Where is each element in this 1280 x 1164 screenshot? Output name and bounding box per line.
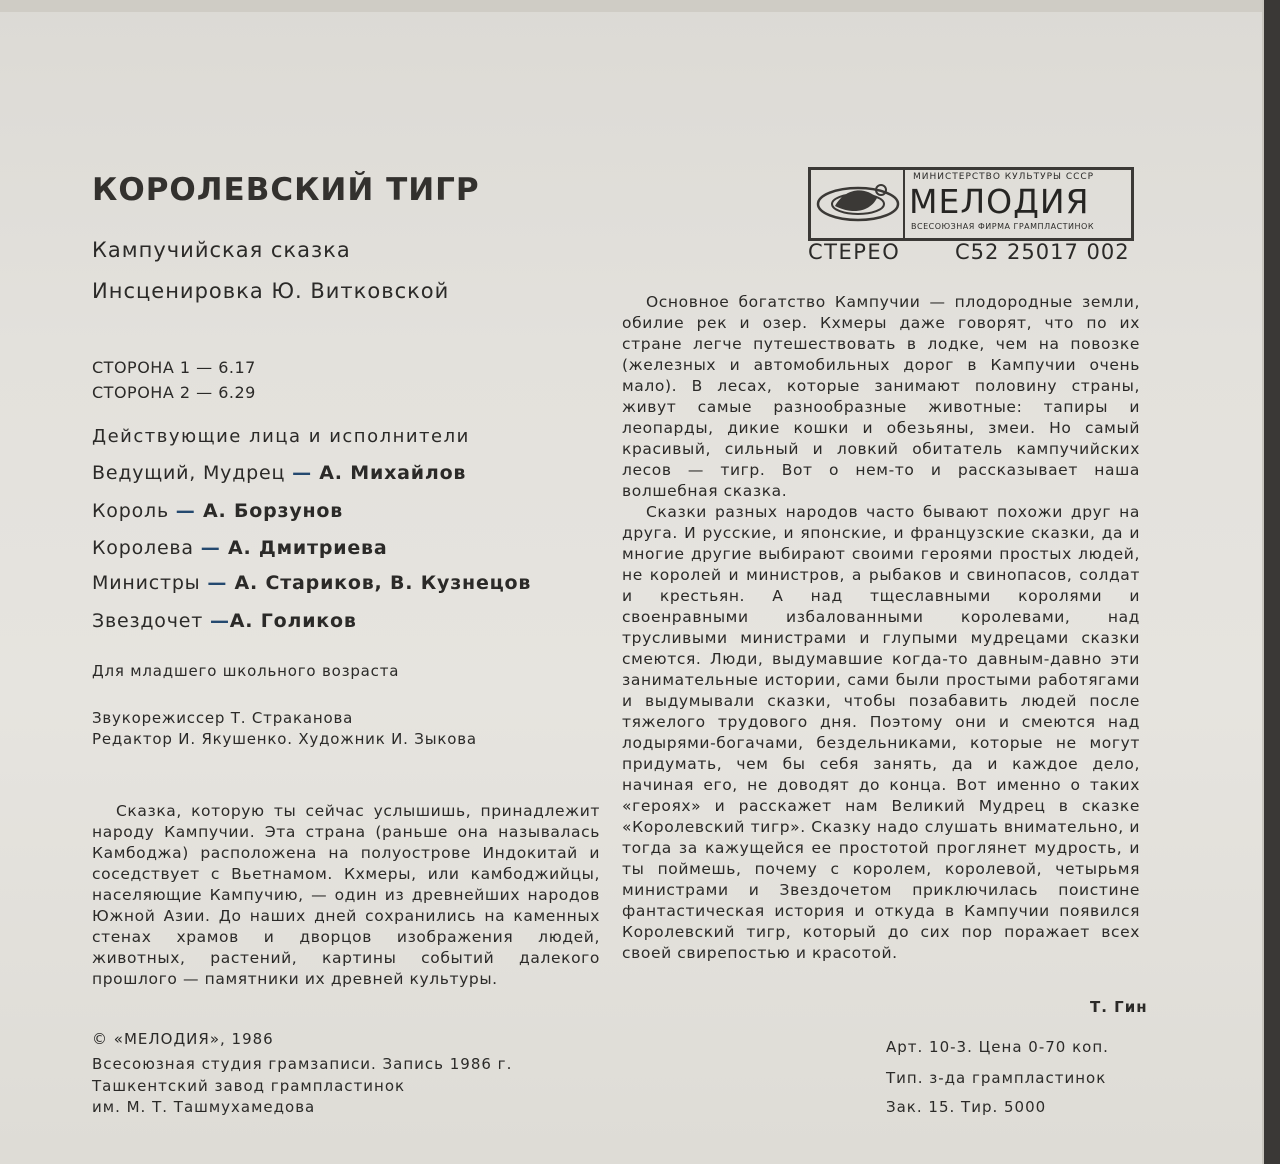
melodiya-logo (808, 167, 1134, 241)
cast-role: Королева (92, 537, 201, 559)
stereo-label: СТЕРЕО (808, 240, 901, 264)
factory-name-line: им. М. Т. Ташмухамедова (92, 1098, 316, 1116)
cast-role: Король (92, 500, 176, 522)
cast-line (92, 610, 357, 632)
price-line: Арт. 10-3. Цена 0-70 коп. (886, 1038, 1109, 1056)
logo-text-block (903, 170, 1131, 238)
editor-artist: Редактор И. Якушенко. Художник И. Зыкова (92, 730, 477, 748)
record-title: КОРОЛЕВСКИЙ ТИГР (92, 172, 480, 208)
cast-line (92, 537, 388, 559)
cast-heading: Действующие лица и исполнители (92, 426, 470, 447)
factory-line: Ташкентский завод грампластинок (92, 1077, 406, 1095)
cast-role: Ведущий, Мудрец (92, 462, 293, 484)
print-line: Тип. з-да грампластинок (886, 1069, 1107, 1087)
studio-line: Всесоюзная студия грамзаписи. Запись 1986 г. (92, 1055, 513, 1073)
cast-actor: А. Борзунов (195, 500, 344, 522)
melodiya-disc-icon (815, 176, 901, 230)
cast-dash: — (200, 537, 221, 559)
left-column-paragraph: Сказка, которую ты сейчас услышишь, принадлежит народу Кампучии. Эта страна (раньше она называлась Камбоджа) расположена на полуострове Индокитай и соседствует с Вьетнамом. Кхмеры, или камбоджийцы, населяющие Кампучию, — один из древнейших народов Южной Азии. До наших дней сохранились на каменных стенах храмов и дворцов изображения людей, животных, растений, картины событий далекого прошлого — памятники их древней культуры. (92, 802, 600, 988)
right-column-text (622, 292, 1140, 964)
cast-line (92, 500, 343, 522)
cast-dash: — (292, 462, 312, 484)
record-subtitle: Кампучийская сказка (92, 238, 351, 262)
order-line: Зак. 15. Тир. 5000 (886, 1098, 1047, 1116)
side-1-duration: СТОРОНА 1 — 6.17 (92, 358, 256, 377)
cast-actor: А. Михайлов (311, 462, 467, 484)
copyright-line: © «МЕЛОДИЯ», 1986 (92, 1030, 274, 1048)
cast-actor: А. Стариков, В. Кузнецов (227, 572, 532, 594)
cast-role: Звездочет (92, 610, 210, 632)
cast-actor: А. Дмитриева (220, 537, 388, 559)
sleeve-top-edge (0, 0, 1262, 12)
author-signature: Т. Гин (1090, 998, 1148, 1016)
cast-line (92, 572, 531, 594)
cast-dash: — (207, 572, 228, 594)
paragraph: Сказки разных народов часто бывают похожи друг на друга. И русские, и японские, и французские сказки, да и многие другие выбирают своими героями простых людей, не королей и министров, а рыбаков и свинопасов, солдат и крестьян. А над тщеславными королями и своенравными избалованными королевами, над трусливыми министрами и глупыми мудрецами сказки смеются. Люди, выдумавшие когда-то давным-давно эти занимательные истории, сами были простыми работягами и выдумывали сказки, чтобы позабавить людей после тяжелого трудового дня. Поэтому они и смеются над лодырями-богачами, бездельниками, которые не могут придумать, чем бы себя занять, да и каждое дело, начиная его, не доводят до конца. Вот именно о таких «героях» и расскажет нам Великий Мудрец в сказке «Королевский тигр». Сказку надо слушать внимательно, и тогда за кажущейся ее простотой проглянет мудрость, и ты поймешь, почему с королем, королевой, четырьмя министрами и Звездочетом приключилась поистине фантастическая история и откуда в Кампучии появился Королевский тигр, который до сих пор поражает всех своей свирепостью и красотой. (622, 503, 1140, 962)
age-note: Для младшего школьного возраста (92, 662, 400, 680)
logo-firm: ВСЕСОЮЗНАЯ ФИРМА ГРАМПЛАСТИНОК (911, 222, 1095, 231)
cast-dash: — (175, 500, 196, 522)
staging-credit: Инсценировка Ю. Витковской (92, 279, 450, 303)
cast-actor: А. Голиков (229, 610, 357, 632)
cast-line (92, 462, 466, 484)
logo-ministry: МИНИСТЕРСТВО КУЛЬТУРЫ СССР (913, 172, 1095, 182)
paragraph: Основное богатство Кампучии — плодородные земли, обилие рек и озер. Кхмеры даже говорят, что по их стране легче путешествовать в лодке, чем на повозке (железных и автомобильных дорог в Кампучии очень мало). В лесах, которые занимают половину страны, живут самые разнообразные животные: тапиры и леопарды, дикие кошки и обезьяны, змеи. Но самый красивый, сильный и ловкий обитатель кампучийских лесов — тигр. Вот о нем-то и рассказывает наша волшебная сказка. (622, 293, 1140, 500)
cast-role: Министры (92, 572, 208, 594)
catalog-number: С52 25017 002 (955, 240, 1130, 264)
logo-wordmark: МЕЛОДИЯ (909, 182, 1090, 221)
cast-dash: — (209, 610, 230, 632)
sound-engineer: Звукорежиссер Т. Страканова (92, 709, 354, 727)
side-2-duration: СТОРОНА 2 — 6.29 (92, 383, 256, 402)
